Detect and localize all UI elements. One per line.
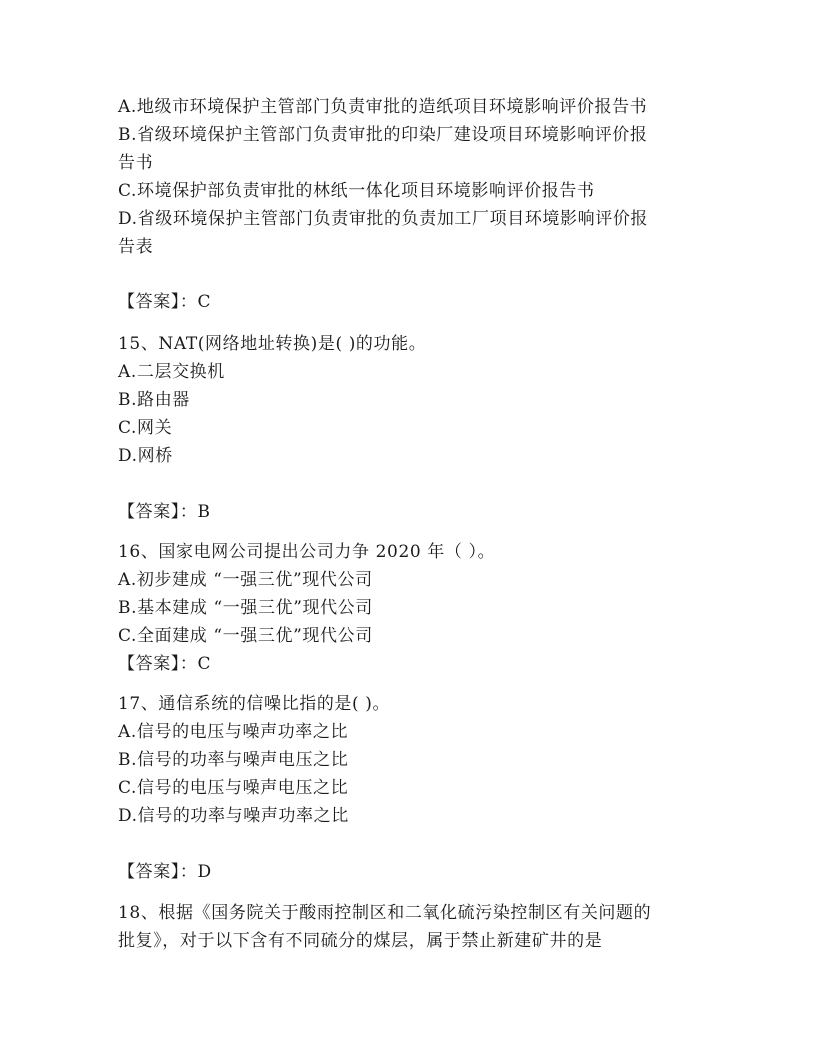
q17-option-c: C.信号的电压与噪声电压之比 <box>118 778 349 798</box>
q17-option-b: B.信号的功率与噪声电压之比 <box>118 750 349 770</box>
q14-option-b-cont: 告书 <box>118 153 154 173</box>
q15-option-c: C.网关 <box>118 418 173 438</box>
q14-option-b: B.省级环境保护主管部门负责审批的印染厂建设项目环境影响评价报 <box>118 125 648 145</box>
q16-answer: 【答案】：C <box>118 654 212 674</box>
q16-question: 16、国家电网公司提出公司力争 2020 年（ ）。 <box>118 542 496 562</box>
q15-option-a: A.二层交换机 <box>118 362 225 382</box>
q18-question-line-1: 18、根据《国务院关于酸雨控制区和二氧化硫污染控制区有关问题的 <box>118 903 652 923</box>
q18-question-line-2: 批复》，对于以下含有不同硫分的煤层，属于禁止新建矿井的是 <box>118 931 603 951</box>
q17-option-d: D.信号的功率与噪声功率之比 <box>118 806 349 826</box>
q16-option-c: C.全面建成 “一强三优”现代公司 <box>118 626 373 646</box>
q17-option-a: A.信号的电压与噪声功率之比 <box>118 722 349 742</box>
q16-option-b: B.基本建成 “一强三优”现代公司 <box>118 598 373 618</box>
q17-answer: 【答案】：D <box>118 862 212 882</box>
q14-option-a: A.地级市环境保护主管部门负责审批的造纸项目环境影响评价报告书 <box>118 97 648 117</box>
q15-option-b: B.路由器 <box>118 390 190 410</box>
q14-option-d: D.省级环境保护主管部门负责审批的负责加工厂项目环境影响评价报 <box>118 209 649 229</box>
q15-option-d: D.网桥 <box>118 446 173 466</box>
q17-question: 17、通信系统的信噪比指的是( )。 <box>118 694 391 714</box>
q14-answer: 【答案】：C <box>118 292 212 312</box>
q15-question: 15、NAT(网络地址转换)是( )的功能。 <box>118 334 427 354</box>
q14-option-c: C.环境保护部负责审批的林纸一体化项目环境影响评价报告书 <box>118 181 595 201</box>
q14-option-d-cont: 告表 <box>118 237 154 257</box>
q16-option-a: A.初步建成 “一强三优”现代公司 <box>118 570 373 590</box>
q15-answer: 【答案】：B <box>118 502 211 522</box>
